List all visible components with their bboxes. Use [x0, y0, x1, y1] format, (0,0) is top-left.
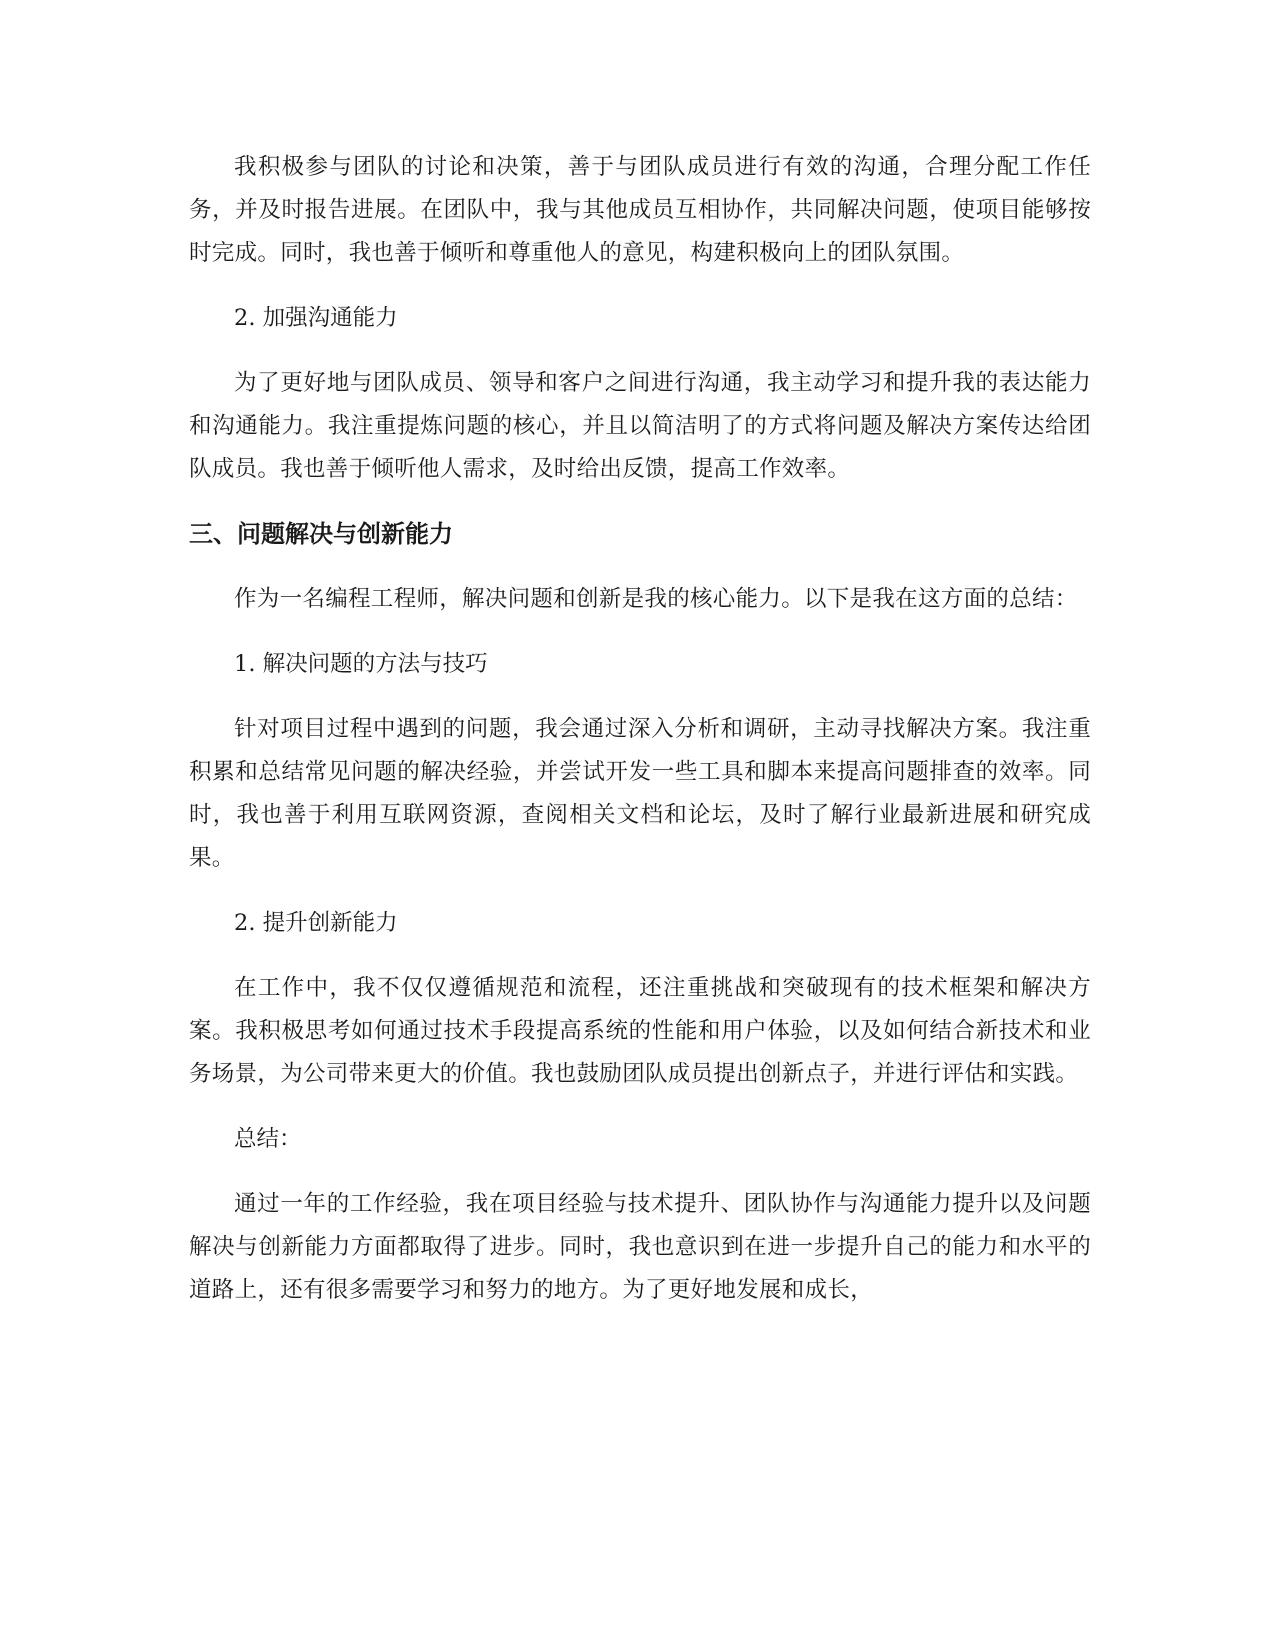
- paragraph-methods: 针对项目过程中遇到的问题，我会通过深入分析和调研，主动寻找解决方案。我注重积累和总结常见问题的解决经验，并尝试开发一些工具和脚本来提高问题排查的效率。同时，我也善于利用互联网资源，查阅相关文档和论坛，及时了解行业最新进展和研究成果。: [189, 716, 1091, 871]
- document-body: [189, 146, 1091, 1334]
- subheading-methods: 1. 解决问题的方法与技巧: [234, 651, 488, 677]
- section-heading-problem-solving: 三、问题解决与创新能力: [189, 520, 453, 548]
- paragraph-summary: 通过一年的工作经验，我在项目经验与技术提升、团队协作与沟通能力提升以及问题解决与创新能力方面都取得了进步。同时，我也意识到在进一步提升自己的能力和水平的道路上，还有很多需要学习和努力的地方。为了更好地发展和成长，: [189, 1191, 1091, 1303]
- paragraph-problem-solving-intro: 作为一名编程工程师，解决问题和创新是我的核心能力。以下是我在这方面的总结：: [234, 586, 1078, 612]
- summary-label: 总结：: [234, 1126, 302, 1152]
- subheading-communication: 2. 加强沟通能力: [234, 305, 398, 331]
- paragraph-innovation: 在工作中，我不仅仅遵循规范和流程，还注重挑战和突破现有的技术框架和解决方案。我积极思考如何通过技术手段提高系统的性能和用户体验，以及如何结合新技术和业务场景，为公司带来更大的价值。我也鼓励团队成员提出创新点子，并进行评估和实践。: [189, 975, 1091, 1087]
- paragraph-communication: 为了更好地与团队成员、领导和客户之间进行沟通，我主动学习和提升我的表达能力和沟通能力。我注重提炼问题的核心，并且以简洁明了的方式将问题及解决方案传达给团队成员。我也善于倾听他人需求，及时给出反馈，提高工作效率。: [189, 370, 1091, 482]
- paragraph-teamwork: 我积极参与团队的讨论和决策，善于与团队成员进行有效的沟通，合理分配工作任务，并及时报告进展。在团队中，我与其他成员互相协作，共同解决问题，使项目能够按时完成。同时，我也善于倾听和尊重他人的意见，构建积极向上的团队氛围。: [189, 154, 1091, 266]
- subheading-innovation: 2. 提升创新能力: [234, 910, 398, 936]
